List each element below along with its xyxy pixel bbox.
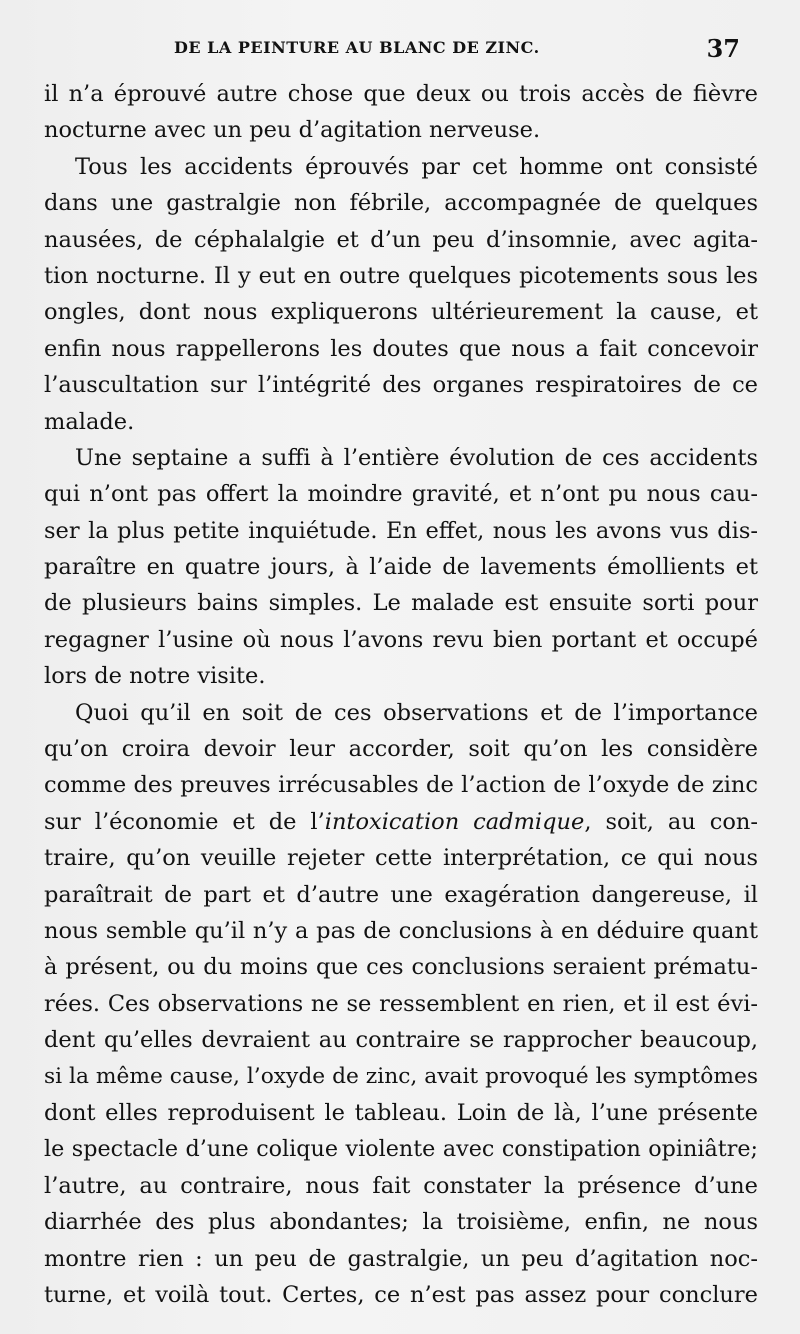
text-line: dans une gastralgie non fébrile, accompagnée de quelques: [44, 190, 758, 217]
text-line: le spectacle d’une colique violente avec constipation opiniâtre;: [44, 1136, 758, 1163]
text-line: l’autre, au contraire, nous fait constater la présence d’une: [44, 1172, 758, 1199]
text-line: traire, qu’on veuille rejeter cette interprétation, ce qui nous: [44, 845, 758, 872]
text-line: nocturne avec un peu d’agitation nerveuse.: [44, 117, 541, 144]
running-header: [44, 34, 742, 64]
text-line: diarrhée des plus abondantes; la troisième, enfin, ne nous: [44, 1209, 758, 1236]
body-text: [44, 76, 758, 1313]
text-line: ser la plus petite inquiétude. En effet, nous les avons vus dis-: [44, 517, 758, 544]
text-line: enfin nous rappellerons les doutes que nous a fait concevoir: [44, 335, 758, 362]
text-line: dent qu’elles devraient au contraire se rapprocher beaucoup,: [44, 1027, 758, 1054]
text-line: nous semble qu’il n’y a pas de conclusions à en déduire quant: [44, 917, 758, 944]
text-line: rées. Ces observations ne se ressemblent en rien, et il est évi-: [44, 990, 758, 1017]
text-line: paraître en quatre jours, à l’aide de lavements émollients et: [44, 554, 758, 581]
text-line: Quoi qu’il en soit de ces observations et de l’importance: [75, 699, 758, 726]
text-line: paraîtrait de part et d’autre une exagération dangereuse, il: [44, 881, 758, 908]
text-line: dont elles reproduisent le tableau. Loin de là, l’une présente: [44, 1099, 758, 1126]
text-line: il n’a éprouvé autre chose que deux ou trois accès de fièvre: [44, 81, 758, 107]
text-line: l’auscultation sur l’intégrité des organes respiratoires de ce: [44, 372, 758, 399]
text-line: à présent, ou du moins que ces conclusions seraient prématu-: [44, 954, 758, 981]
text-line: si la même cause, l’oxyde de zinc, avait provoqué les symptômes: [44, 1063, 758, 1089]
text-line: ongles, dont nous expliquerons ultérieurement la cause, et: [44, 299, 758, 326]
text-line: Tous les accidents éprouvés par cet homme ont consisté: [75, 153, 758, 180]
text-line: nausées, de céphalalgie et d’un peu d’insomnie, avec agita-: [44, 226, 758, 253]
text-line: comme des preuves irrécusables de l’action de l’oxyde de zinc: [44, 772, 758, 799]
text-line: sur l’économie et de l’intoxication cadmique, soit, au con-: [44, 808, 758, 835]
text-line: qu’on croira devoir leur accorder, soit qu’on les considère: [44, 736, 758, 763]
text-line: Une septaine a suffi à l’entière évolution de ces accidents: [75, 444, 758, 471]
text-line: de plusieurs bains simples. Le malade est ensuite sorti pour: [44, 590, 758, 617]
text-line: turne, et voilà tout. Certes, ce n’est pas assez pour conclure: [44, 1281, 758, 1308]
text-line: malade.: [44, 408, 135, 435]
italic-term: intoxication cadmique: [324, 808, 585, 835]
page-number: 37: [706, 34, 740, 63]
text-line: tion nocturne. Il y eut en outre quelques picotements sous les: [44, 262, 758, 289]
text-line: qui n’ont pas offert la moindre gravité, et n’ont pu nous cau-: [44, 481, 758, 508]
running-title: DE LA PEINTURE AU BLANC DE ZINC.: [174, 38, 540, 57]
text-line: lors de notre visite.: [44, 663, 266, 690]
text-line: regagner l’usine où nous l’avons revu bien portant et occupé: [44, 626, 758, 653]
text-line: montre rien : un peu de gastralgie, un peu d’agitation noc-: [44, 1245, 758, 1272]
